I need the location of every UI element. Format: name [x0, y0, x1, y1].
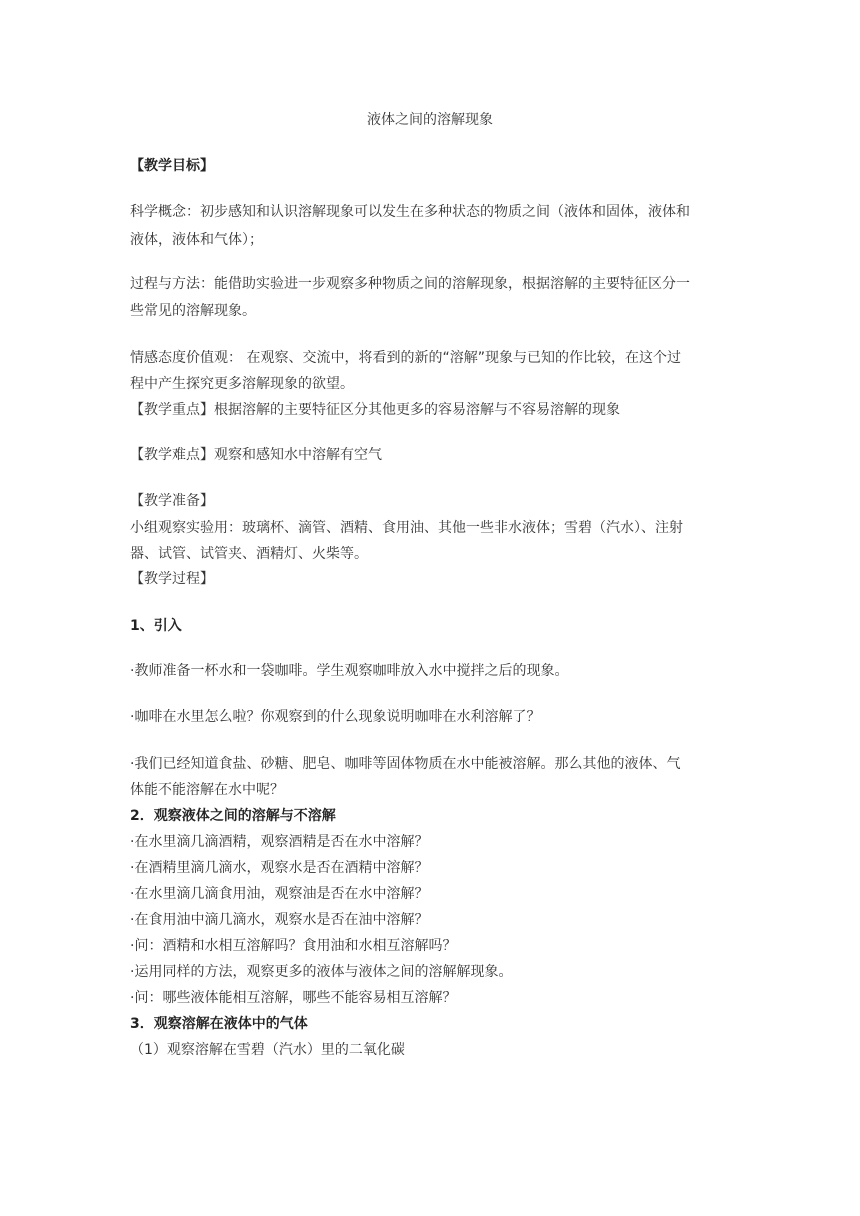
difficulty-line: 【教学难点】观察和感知水中溶解有空气: [130, 447, 382, 463]
objectives-heading: 【教学目标】: [130, 158, 214, 174]
document-title: 液体之间的溶解现象: [367, 112, 493, 128]
section-2-item: ·运用同样的方法，观察更多的液体与液体之间的溶解解现象。: [130, 964, 513, 980]
section-2-item: ·在水里滴几滴酒精，观察酒精是否在水中溶解？: [130, 834, 429, 850]
section-1-item: 体能不能溶解在水中呢？: [130, 782, 284, 798]
section-3-heading: 3．观察溶解在液体中的气体: [130, 1016, 308, 1032]
section-2-item: ·问：哪些液体能相互溶解，哪些不能容易相互溶解？: [130, 990, 457, 1006]
section-2-item: ·问：酒精和水相互溶解吗？食用油和水相互溶解吗？: [130, 938, 457, 954]
section-2-item: ·在食用油中滴几滴水，观察水是否在油中溶解？: [130, 912, 429, 928]
objective-process-line: 些常见的溶解现象。: [130, 303, 256, 319]
section-2-heading: 2．观察液体之间的溶解与不溶解: [130, 808, 336, 824]
section-1-item: ·教师准备一杯水和一袋咖啡。学生观察咖啡放入水中搅拌之后的现象。: [130, 663, 569, 679]
section-1-item: ·咖啡在水里怎么啦？你观察到的什么现象说明咖啡在水利溶解了？: [130, 709, 541, 725]
section-1-heading: 1、引入: [130, 618, 182, 634]
preparation-line: 器、试管、试管夹、酒精灯、火柴等。: [130, 546, 368, 562]
section-3-item: （1）观察溶解在雪碧（汽水）里的二氧化碳: [130, 1042, 405, 1058]
preparation-line: 小组观察实验用：玻璃杯、滴管、酒精、食用油、其他一些非水液体；雪碧（汽水）、注射: [130, 520, 683, 536]
preparation-heading: 【教学准备】: [130, 493, 214, 509]
objective-concept-line: 科学概念：初步感知和认识溶解现象可以发生在多种状态的物质之间（液体和固体，液体和: [130, 204, 690, 220]
objective-attitude-line: 情感态度价值观： 在观察、交流中，将看到的新的“溶解”现象与已知的作比较，在这个过: [130, 350, 681, 366]
objective-attitude-line: 程中产生探究更多溶解现象的欲望。: [130, 376, 354, 392]
key-point-line: 【教学重点】根据溶解的主要特征区分其他更多的容易溶解与不容易溶解的现象: [130, 402, 620, 418]
objective-concept-line: 液体，液体和气体）；: [130, 232, 263, 248]
section-2-item: ·在水里滴几滴食用油，观察油是否在水中溶解？: [130, 886, 429, 902]
process-heading: 【教学过程】: [130, 571, 214, 587]
section-2-item: ·在酒精里滴几滴水，观察水是否在酒精中溶解？: [130, 860, 429, 876]
objective-process-line: 过程与方法：能借助实验进一步观察多种物质之间的溶解现象，根据溶解的主要特征区分一: [130, 276, 690, 292]
section-1-item: ·我们已经知道食盐、砂糖、肥皂、咖啡等固体物质在水中能被溶解。那么其他的液体、气: [130, 756, 681, 772]
